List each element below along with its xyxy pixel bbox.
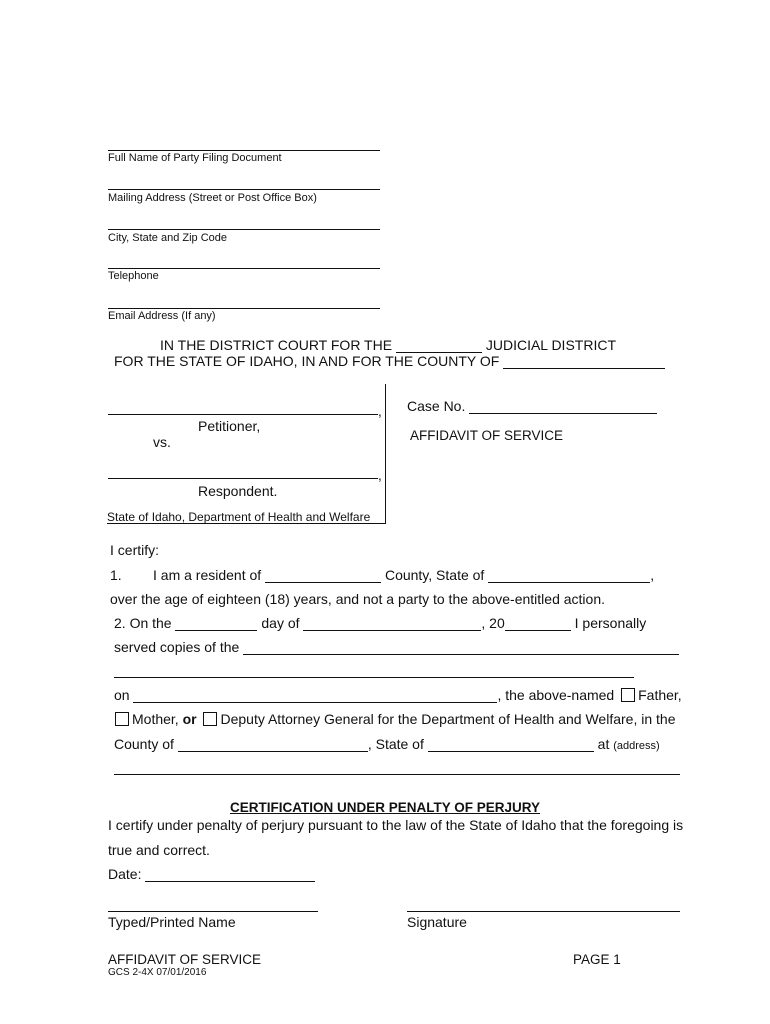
county-state-text: County, State of xyxy=(384,567,485,583)
service-location xyxy=(114,736,660,752)
certification-heading: CERTIFICATION UNDER PENALTY OF PERJURY xyxy=(229,800,541,815)
served-parties xyxy=(112,711,675,727)
personally-text: I personally xyxy=(574,615,647,631)
date-row xyxy=(108,866,315,882)
case-number xyxy=(407,398,657,414)
father-label: Father, xyxy=(638,687,682,703)
mother-label: Mother, xyxy=(132,711,179,727)
email-line[interactable] xyxy=(108,308,380,309)
date-label: Date: xyxy=(108,866,142,882)
item2-service-date xyxy=(114,615,646,631)
court-heading-county: FOR THE STATE OF IDAHO, IN AND FOR THE COUNTY OF xyxy=(114,353,500,369)
date-blank[interactable] xyxy=(145,867,315,882)
address-hint: (address) xyxy=(613,740,660,752)
above-named-text: , the above-named xyxy=(497,687,615,703)
vs-label: vs. xyxy=(153,434,171,450)
case-number-label: Case No. xyxy=(407,398,466,414)
served-documents-blank[interactable] xyxy=(243,640,679,655)
petitioner-label: Petitioner, xyxy=(198,418,261,434)
city-state-zip-line[interactable] xyxy=(108,229,380,230)
document-title: AFFIDAVIT OF SERVICE xyxy=(410,428,564,443)
full-name-line[interactable] xyxy=(108,150,380,151)
age-statement: over the age of eighteen (18) years, and not a party to the above-entitled action. xyxy=(110,591,605,607)
on-text: on xyxy=(114,687,130,703)
service-state-blank[interactable] xyxy=(428,737,594,752)
caption-divider xyxy=(385,384,386,524)
typed-name-label: Typed/Printed Name xyxy=(108,914,236,930)
deputy-ag-checkbox[interactable] xyxy=(203,712,217,726)
resident-comma: , xyxy=(650,567,655,583)
certify-label: I certify: xyxy=(110,542,160,558)
footer-title: AFFIDAVIT OF SERVICE xyxy=(108,952,262,967)
day-of-text: day of xyxy=(261,615,300,631)
county-blank[interactable] xyxy=(503,354,665,369)
county-of-text: County of xyxy=(114,736,174,752)
mailing-address-label: Mailing Address (Street or Post Office Box) xyxy=(108,192,317,204)
resident-state-blank[interactable] xyxy=(488,568,650,583)
email-label: Email Address (If any) xyxy=(108,310,216,322)
item2-on-text: 2. On the xyxy=(114,615,172,631)
case-number-blank[interactable] xyxy=(469,399,657,414)
footer-form-code: GCS 2-4X 07/01/2016 xyxy=(108,967,207,978)
item1-resident xyxy=(153,567,654,583)
service-day-blank[interactable] xyxy=(175,616,257,631)
telephone-line[interactable] xyxy=(108,268,380,269)
judicial-district-blank[interactable] xyxy=(396,338,482,353)
served-copies-text: served copies of the xyxy=(114,639,240,655)
state-department-label: State of Idaho, Department of Health and Welfare xyxy=(107,510,371,524)
court-heading-line1 xyxy=(160,337,616,353)
city-state-zip-label: City, State and Zip Code xyxy=(108,232,228,244)
state-of-text: , State of xyxy=(367,736,424,752)
mailing-address-line[interactable] xyxy=(108,189,380,190)
signature-line[interactable] xyxy=(407,911,680,912)
deputy-ag-label: Deputy Attorney General for the Department of Health and Welfare, in the xyxy=(220,711,676,727)
court-heading-post: JUDICIAL DISTRICT xyxy=(485,337,616,353)
signature-label: Signature xyxy=(407,914,467,930)
resident-text: I am a resident of xyxy=(153,567,262,583)
court-heading-line2 xyxy=(114,353,665,369)
petitioner-line[interactable] xyxy=(108,414,378,415)
full-name-label: Full Name of Party Filing Document xyxy=(108,152,282,164)
certification-text-2: true and correct. xyxy=(108,842,210,858)
petitioner-comma: , xyxy=(378,404,382,419)
served-documents-blank-2[interactable] xyxy=(114,677,634,678)
mother-checkbox[interactable] xyxy=(115,712,129,726)
caption-bottom-line xyxy=(107,523,385,524)
typed-name-line[interactable] xyxy=(108,911,318,912)
court-heading-pre: IN THE DISTRICT COURT FOR THE xyxy=(160,337,393,353)
certification-text-1: I certify under penalty of perjury pursuant to the law of the State of Idaho that the foregoing is xyxy=(108,817,684,833)
served-on xyxy=(114,687,682,703)
at-text: at xyxy=(597,736,610,752)
service-month-blank[interactable] xyxy=(303,616,481,631)
served-copies xyxy=(114,639,679,655)
or-label: or xyxy=(182,711,197,727)
service-year-blank[interactable] xyxy=(505,616,571,631)
respondent-comma: , xyxy=(378,468,382,483)
respondent-line[interactable] xyxy=(108,478,378,479)
item1-number: 1. xyxy=(110,567,122,583)
service-county-blank[interactable] xyxy=(178,737,368,752)
service-address-blank[interactable] xyxy=(114,774,680,775)
respondent-label: Respondent. xyxy=(198,483,278,499)
served-on-date-blank[interactable] xyxy=(133,688,497,703)
year-prefix-text: , 20 xyxy=(481,615,505,631)
footer-page-number: PAGE 1 xyxy=(573,952,621,967)
father-checkbox[interactable] xyxy=(621,688,635,702)
resident-county-blank[interactable] xyxy=(265,568,381,583)
telephone-label: Telephone xyxy=(108,270,159,282)
